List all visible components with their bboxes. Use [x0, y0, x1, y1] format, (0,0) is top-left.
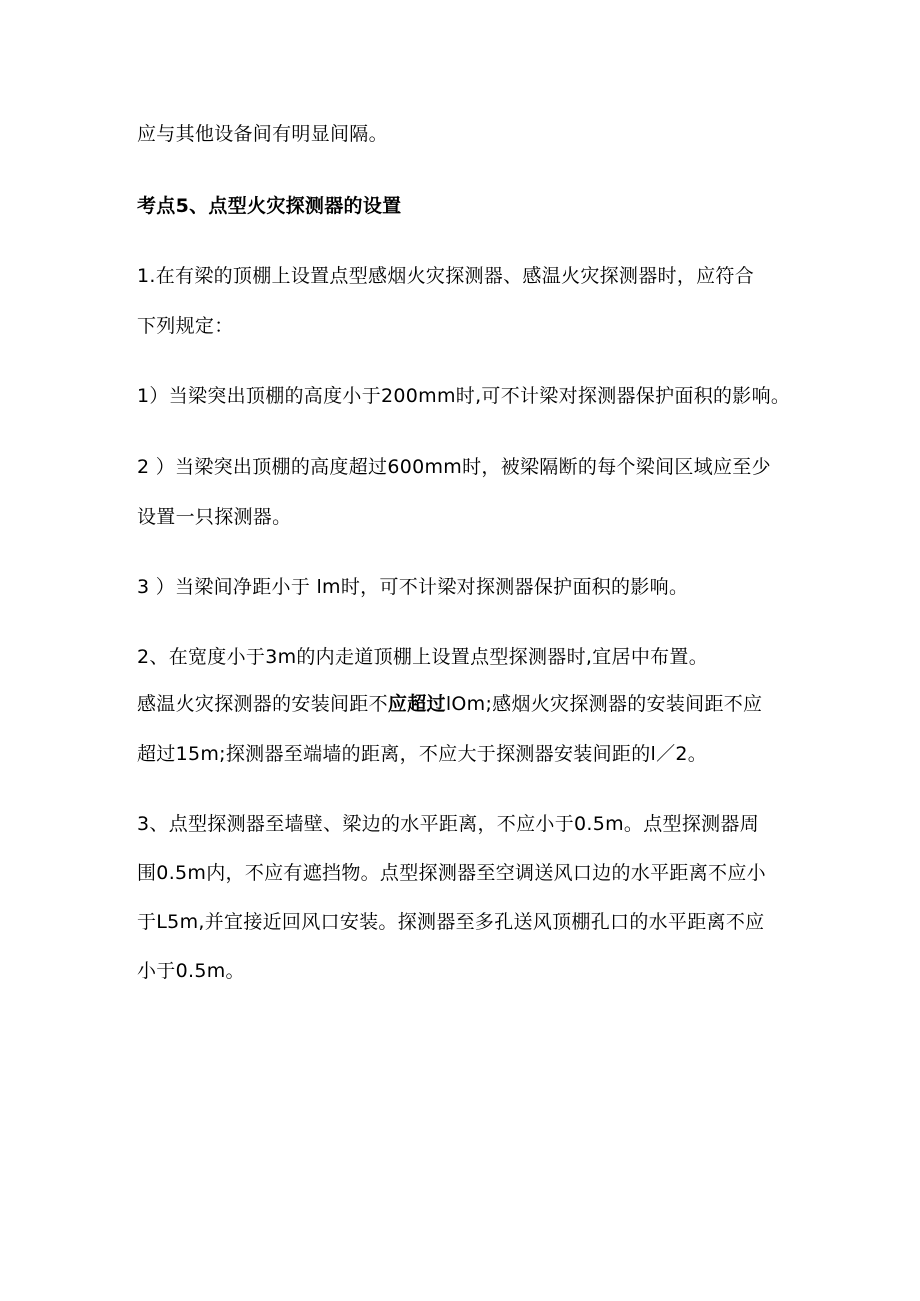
section-heading: 考点5、点型火灾探测器的设置 — [137, 195, 402, 217]
text-line-item-2a: 2 ）当梁突出顶棚的高度超过600mm时，被梁隔断的每个梁间区域应至少 — [137, 456, 771, 478]
text-line-rule3-c: 于L5m,并宜接近回风口安装。探测器至多孔送风顶棚孔口的水平距离不应 — [137, 911, 765, 933]
text-line-item-1: 1）当梁突出顶棚的高度小于200mm时,可不计梁对探测器保护面积的影响。 — [137, 385, 791, 407]
text-line-spacing — [137, 692, 762, 716]
text-line-item-2b: 设置一只探测器。 — [137, 506, 292, 528]
spacing-text-part1: 感温火灾探测器的安装间距不 — [137, 693, 388, 715]
text-line-1: 应与其他设备间有明显间隔。 — [137, 123, 388, 145]
spacing-text-part3: lOm;感烟火灾探测器的安装间距不应 — [445, 693, 763, 715]
text-line-item-3: 3 ）当梁间净距小于 lm时，可不计梁对探测器保护面积的影响。 — [137, 576, 689, 598]
spacing-text-bold: 应超过 — [387, 693, 446, 715]
text-line-rule1-a: 1.在有梁的顶棚上设置点型感烟火灾探测器、感温火灾探测器时，应符合 — [137, 265, 755, 287]
text-line-rule3-d: 小于0.5m。 — [137, 960, 245, 982]
text-line-spacing-b: 超过15m;探测器至端墙的距离，不应大于探测器安装间距的l／2。 — [137, 743, 708, 765]
text-line-rule1-b: 下列规定： — [137, 315, 234, 337]
text-line-rule3-a: 3、点型探测器至墙壁、梁边的水平距离，不应小于0.5m。点型探测器周 — [137, 813, 760, 835]
text-line-rule3-b: 围0.5m内，不应有遮挡物。点型探测器至空调送风口边的水平距离不应小 — [137, 862, 766, 884]
text-line-rule2: 2、在宽度小于3m的内走道顶棚上设置点型探测器时,宜居中布置。 — [137, 646, 709, 668]
